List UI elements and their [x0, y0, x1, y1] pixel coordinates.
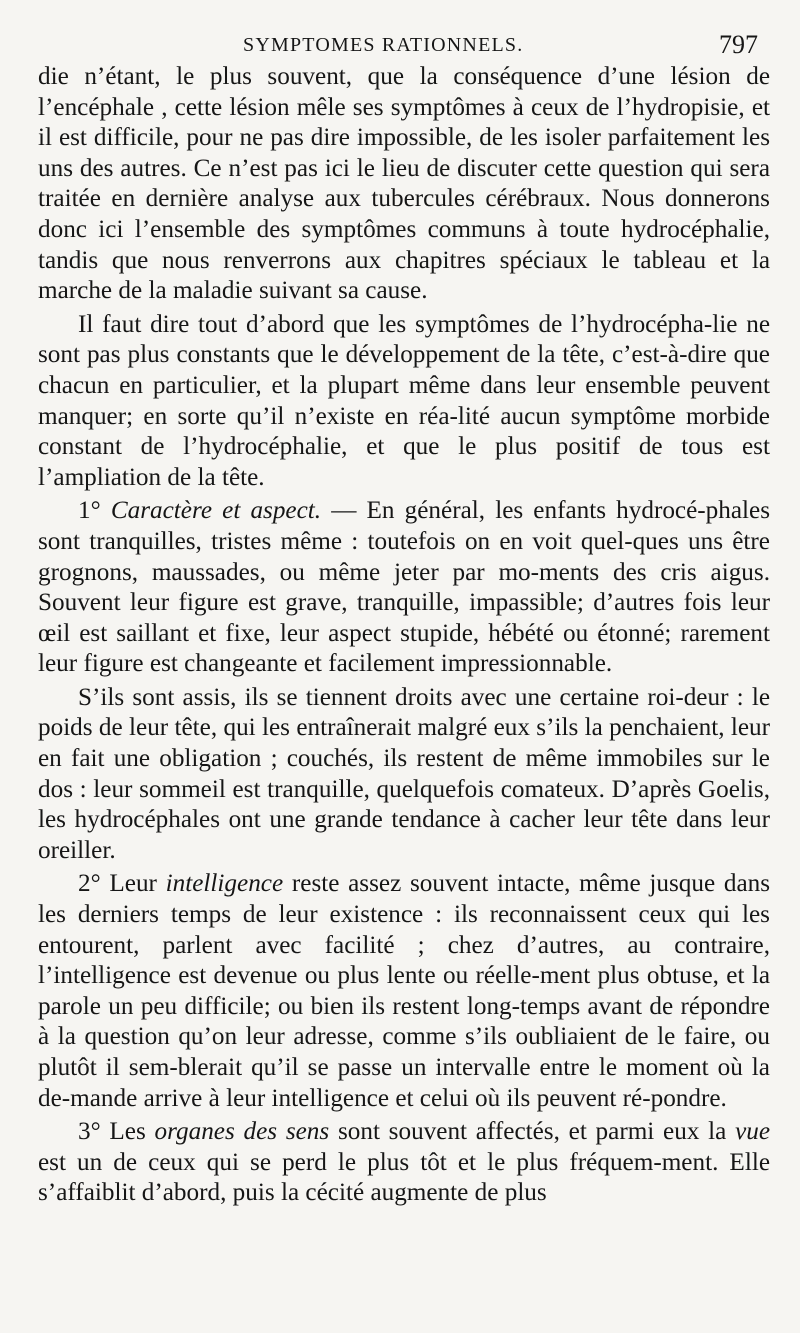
paragraph-lead: Les	[109, 1118, 146, 1146]
page-header	[38, 26, 770, 62]
section-paragraph	[38, 869, 770, 1114]
section-paragraph	[38, 496, 770, 680]
section-heading: organes des sens	[154, 1118, 330, 1146]
section-heading: Caractère et aspect.	[110, 497, 322, 525]
paragraph: S’ils sont assis, ils se tiennent droits avec une certaine roi-deur : le poids de leur tête, qui les entraînerait malgré eux s’ils la penchaient, leur en fait une obligation ; couchés, ils restent de même immobiles sur le dos : leur sommeil est tranquille, quelquefois comateux. D’après Goelis, les hydrocéphales ont une grande tendance à cacher leur tête dans leur oreiller.	[38, 683, 770, 864]
paragraph: Il faut dire tout d’abord que les symptômes de l’hydrocépha-lie ne sont pas plus constants que le développement de la tête, c’est-à-dire que chacun en particulier, et la plupart même dans leur ensemble peuvent manquer; en sorte qu’il n’existe en réa-lité aucun symptôme morbide constant de l’hydrocéphalie, et que le plus positif de tous est l’ampliation de la tête.	[38, 310, 770, 491]
paragraph-text: — En général, les enfants hydrocé-phales sont tranquilles, tristes même : toutefois on en voit quel-ques uns être grognons, maussades, ou même jeter par mo-ments des cris aigus. Souvent leur figure est grave, tranquille, impassible; d’autres fois leur œil est saillant et fixe, leur aspect stupide, hébété ou étonné; rarement leur figure est changeante et facilement impressionnable.	[38, 497, 771, 678]
section-paragraph	[38, 1117, 770, 1209]
running-head: SYMPTOMES RATIONNELS.	[243, 34, 524, 56]
section-subheading: vue	[735, 1118, 771, 1146]
paragraph: die n’étant, le plus souvent, que la conséquence d’une lésion de l’encéphale , cette lésion mêle ses symptômes à ceux de l’hydropisie, et il est difficile, pour ne pas dire impossible, de les isoler parfaitement les uns des autres. Ce n’est pas ici le lieu de discuter cette question qui sera traitée en dernière analyse aux tubercules cérébraux. Nous donnerons donc ici l’ensemble des symptômes communs à toute hydrocéphalie, tandis que nous renverrons aux chapitres spéciaux le tableau et la marche de la maladie suivant sa cause.	[38, 63, 770, 305]
paragraph-text: reste assez souvent intacte, même jusque dans les derniers temps de leur existence : ils reconnaissent ceux qui les entourent, parlent avec facilité ; chez d’autres, au contraire, l’intelligence est devenue ou plus lente ou réelle-ment plus obtuse, et la parole un peu difficile; ou bien ils restent long-temps avant de répondre à la question qu’on leur adresse, comme s’ils oubliaient de le faire, ou plutôt il sem-blerait qu’il se passe un intervalle entre le moment où la de-mande arrive à leur intelligence et celui où ils peuvent ré-pondre.	[38, 870, 771, 1112]
section-heading: intelligence	[165, 870, 284, 898]
paragraph-text: est un de ceux qui se perd le plus tôt et le plus fréquem-ment. Elle s’affaiblit d’abord, puis la cécité augmente de plus	[38, 1148, 770, 1207]
page-number: 797	[719, 30, 758, 59]
section-number: 2°	[78, 870, 101, 898]
section-number: 1°	[78, 497, 101, 525]
paragraph-text: sont souvent affectés, et parmi eux la	[337, 1118, 727, 1146]
section-number: 3°	[78, 1118, 101, 1146]
paragraph-lead: Leur	[109, 870, 157, 898]
body-text	[38, 62, 770, 1209]
